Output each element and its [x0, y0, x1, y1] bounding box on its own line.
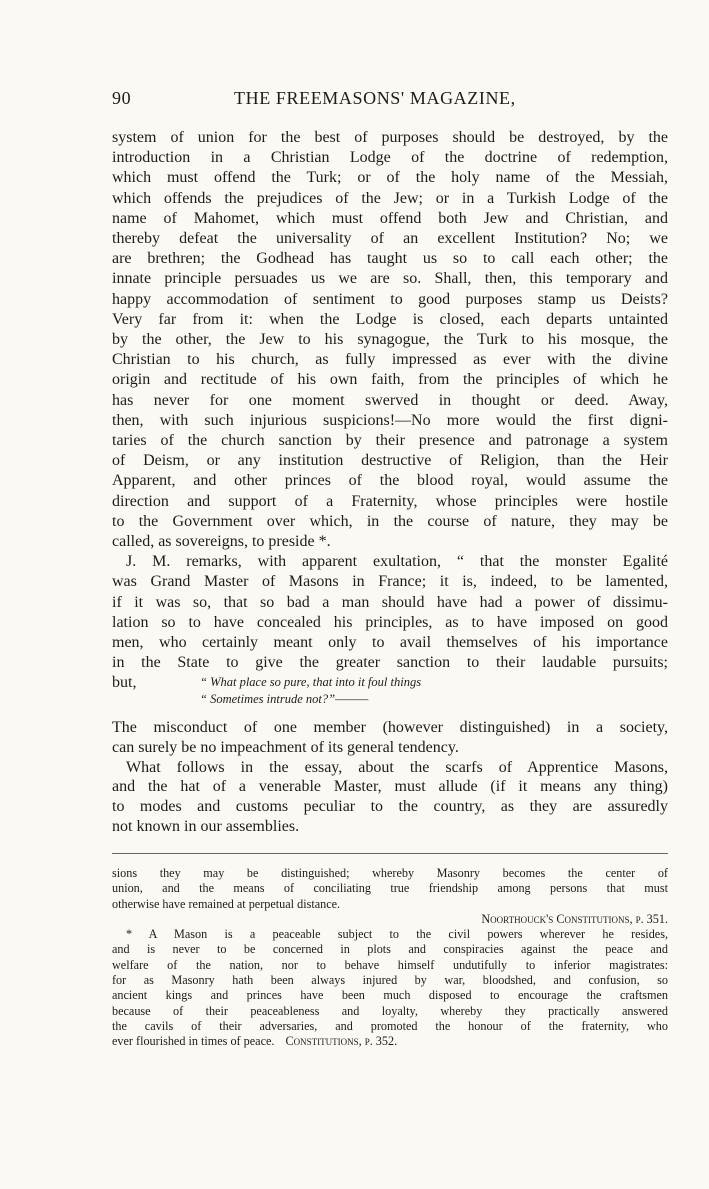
text-line: was Grand Master of Masons in France; it is, indeed, to be lamented, — [112, 573, 668, 591]
footnote-line: welfare of the nation, nor to behave himself undutifully to inferior magistrates: — [112, 957, 668, 972]
verse-line: “ Sometimes intrude not?”——— — [200, 692, 369, 706]
verse-line: “ What place so pure, that into it foul things — [200, 675, 422, 689]
text-line: which must offend the Turk; or of the holy name of the Messiah, — [112, 169, 668, 187]
text-line: Apparent, and other princes of the blood royal, would assume the — [112, 472, 668, 490]
text-line: What follows in the essay, about the scarfs of Apprentice Masons, — [126, 758, 668, 776]
footnote-source: Constitutions, p. 352. — [285, 1034, 398, 1049]
running-title: THE FREEMASONS' MAGAZINE, — [234, 88, 516, 108]
paragraph-4 — [112, 758, 668, 837]
text-line: in the State to give the greater sanction to their laudable pursuits; — [112, 654, 668, 672]
footnote-line: and is never to be concerned in plots and conspiracies against the peace and — [112, 942, 668, 957]
text-line: can surely be no impeachment of its general tendency. — [112, 738, 459, 756]
text-line: which offends the prejudices of the Jew; or in a Turkish Lodge of the — [112, 189, 668, 207]
footnote-line: sions they may be distinguished; whereby Masonry becomes the center of — [112, 866, 668, 880]
text-line: Very far from it: when the Lodge is closed, each departs untainted — [112, 310, 668, 328]
footnote-line: for as Masonry hath been always injured by war, bloodshed, and confusion, so — [112, 973, 668, 988]
text-line: thereby defeat the universality of an excellent Institution? No; we — [112, 230, 668, 248]
text-line: has never for one moment swerved in thought or deed. Away, — [112, 391, 668, 409]
text-line: lation so to have concealed his principles, as to have imposed on good — [112, 613, 668, 631]
paragraph-2 — [112, 552, 668, 693]
text-line: are brethren; the Godhead has taught us so to call each other; the — [112, 250, 668, 268]
paragraph-1 — [112, 128, 668, 552]
main-text-continued — [112, 718, 668, 837]
footnote-line: ancient kings and princes have been much disposed to encourage the craftsmen — [112, 988, 668, 1003]
text-line: of Deism, or any institution destructive of Religion, than the Heir — [112, 452, 668, 470]
text-line: Christian to his church, as fully impressed as ever with the divine — [112, 351, 668, 369]
text-line: if it was so, that so bad a man should have had a power of dissimu- — [112, 593, 668, 611]
text-line: innate principle persuades us we are so. Shall, then, this temporary and — [112, 270, 668, 288]
footnote-line: * A Mason is a peaceable subject to the civil powers wherever he resides, — [126, 927, 668, 942]
footnote-continued — [112, 866, 668, 927]
text-line: not known in our assemblies. — [112, 817, 300, 835]
text-line: then, with such injurious suspicions!—No more would the first digni- — [112, 411, 668, 429]
footnote-line: ever flourished in times of peace. — [112, 1034, 275, 1049]
text-line: taries of the church sanction by their presence and patronage a system — [112, 432, 668, 450]
paragraph-3 — [112, 718, 668, 758]
footnote-line: the cavils of their adversaries, and promoted the honour of the fraternity, who — [112, 1018, 668, 1033]
verse-quotation — [200, 674, 421, 708]
text-line: introduction in a Christian Lodge of the doctrine of redemption, — [112, 149, 668, 167]
footnotes — [112, 866, 668, 1050]
footnote-last-line — [112, 1034, 668, 1049]
text-line: to modes and customs peculiar to the country, as they are assuredly — [112, 798, 668, 816]
text-line: by the other, the Jew to his synagogue, the Turk to his mosque, the — [112, 331, 668, 349]
footnote-line: because of their peaceableness and loyalty, whereby they practically answered — [112, 1003, 668, 1018]
footnote-divider — [112, 853, 668, 854]
footnote-line: union, and the means of conciliating true friendship among persons that must — [112, 881, 668, 896]
text-line: name of Mahomet, which must offend both Jew and Christian, and — [112, 209, 668, 227]
text-line: called, as sovereigns, to preside *. — [112, 533, 331, 551]
main-text — [112, 128, 668, 694]
text-line: happy accommodation of sentiment to good purposes stamp us Deists? — [112, 290, 668, 308]
text-line: origin and rectitude of his own faith, from the principles of which he — [112, 371, 668, 389]
text-line: to the Government over which, in the course of nature, they may be — [112, 512, 668, 530]
text-line: but, — [112, 674, 137, 692]
text-line: J. M. remarks, with apparent exultation, “ that the monster Egalité — [126, 553, 668, 571]
footnote-source: Noorthouck's Constitutions, p. 351. — [481, 911, 668, 926]
footnote-asterisk — [112, 927, 668, 1049]
text-line: The misconduct of one member (however distinguished) in a society, — [112, 719, 668, 736]
footnote-line: otherwise have remained at perpetual distance. — [112, 896, 341, 911]
text-line: system of union for the best of purposes should be destroyed, by the — [112, 129, 668, 146]
page-number: 90 — [112, 88, 132, 108]
text-line: men, who certainly meant only to avail themselves of his importance — [112, 634, 668, 652]
text-line: and the hat of a venerable Master, must allude (if it means any thing) — [112, 778, 668, 796]
text-line: direction and support of a Fraternity, whose principles were hostile — [112, 492, 668, 510]
